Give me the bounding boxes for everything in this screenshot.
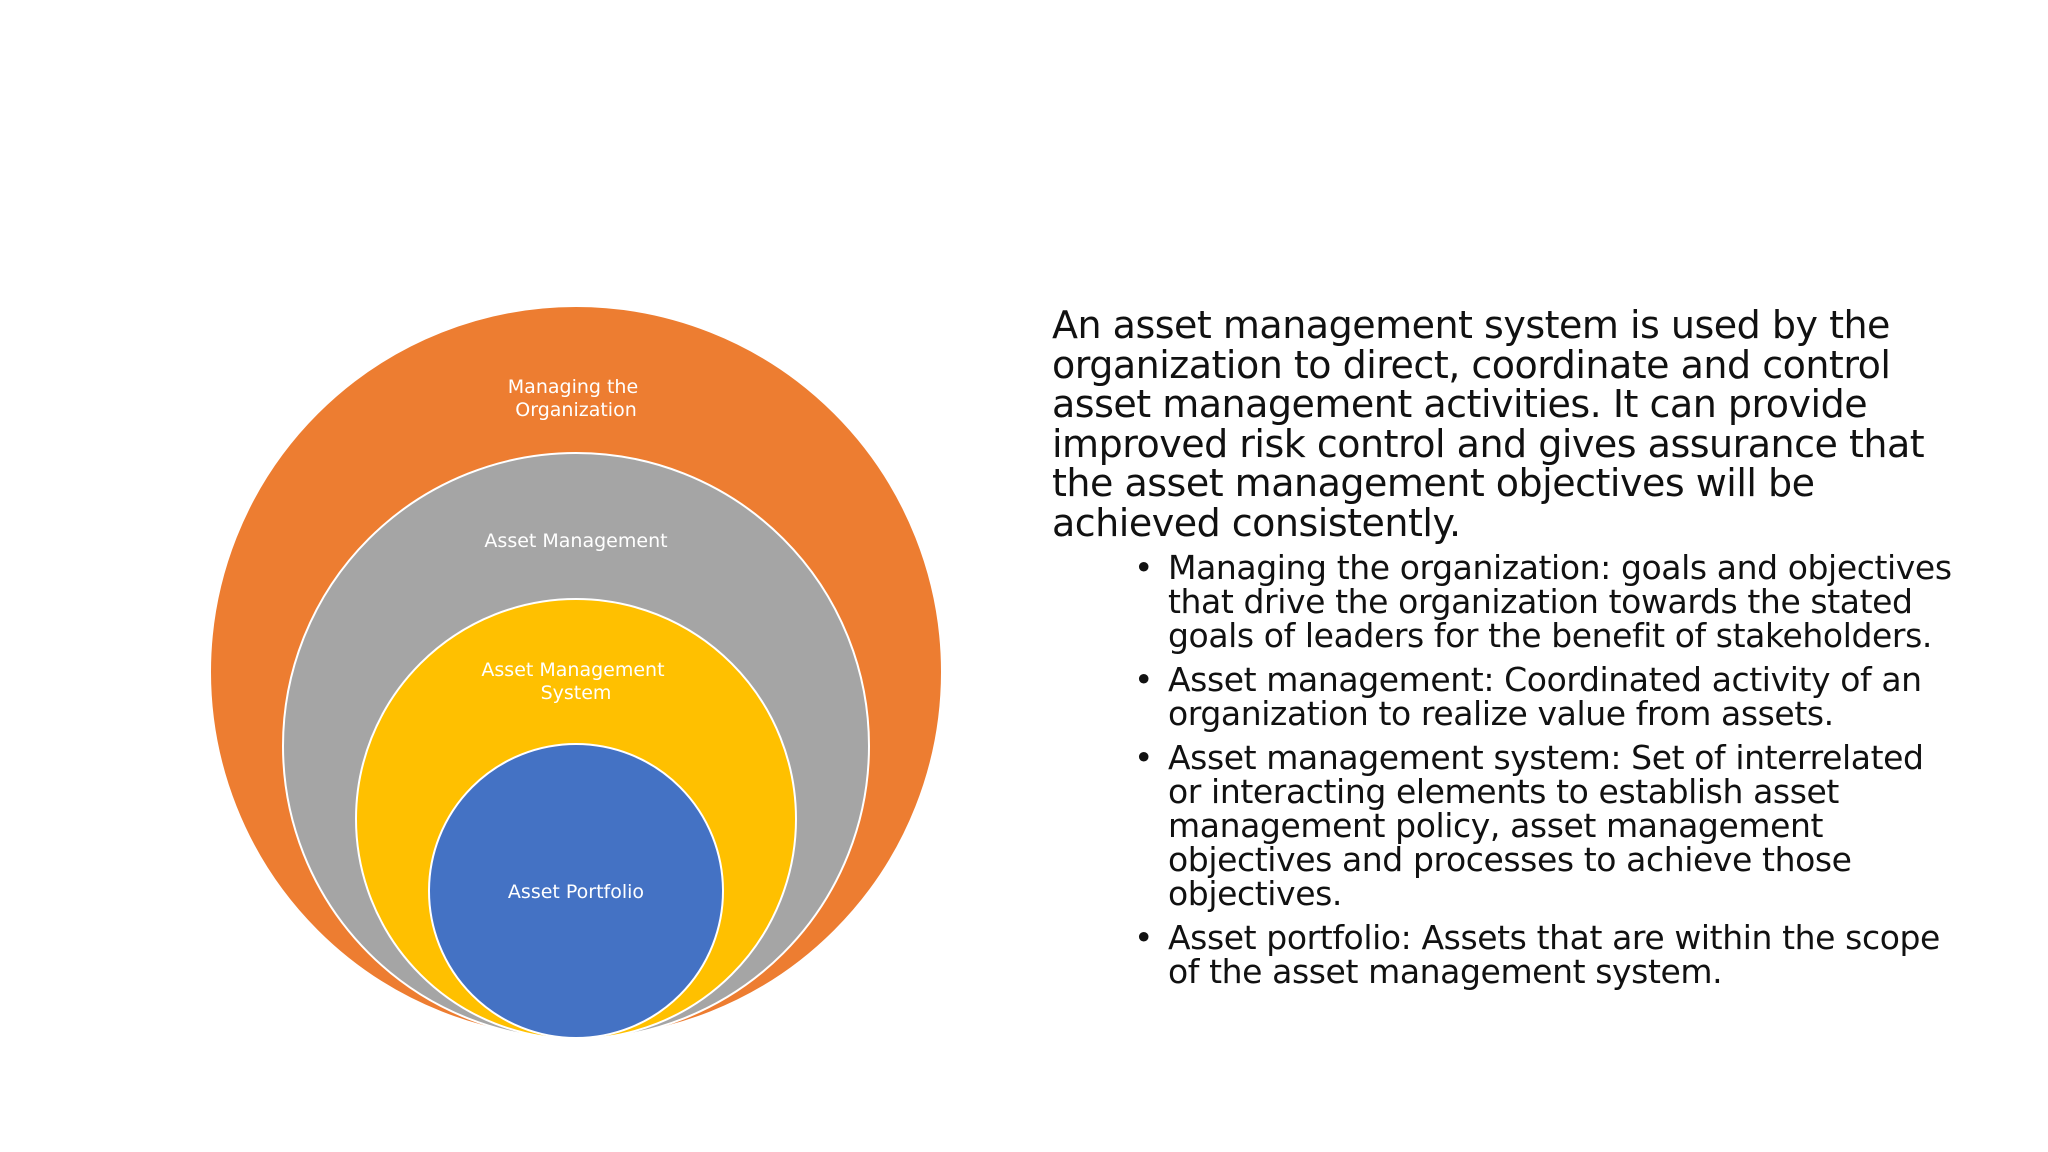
bullet-item-asset-management-system (1134, 738, 1952, 913)
bullet-icon: • (1134, 738, 1154, 777)
bullet-text: Managing the organization: goals and objectives that drive the organization towards the stated goals of leaders for the benefit of stakeholders. (1168, 548, 1952, 655)
label-asset-portfolio: Asset Portfolio (507, 881, 645, 903)
description-panel (1052, 303, 1952, 999)
bullet-item-asset-management (1134, 660, 1952, 733)
bullet-item-managing-the-organization (1134, 548, 1952, 655)
bullet-icon: • (1134, 918, 1154, 957)
label-asset-management: Asset Management (484, 530, 668, 552)
intro-paragraph: An asset management system is used by the organization to direct, coordinate and control asset management activities. It can provide improved risk control and gives assurance that the asset management objectives will be achieved consistently. (1052, 303, 1925, 545)
label-asset-management-system: Asset Management System (481, 659, 665, 704)
bullet-text: Asset management: Coordinated activity of an organization to realize value from assets. (1168, 660, 1922, 733)
label-managing-the-organization: Managing the Organization (507, 376, 639, 421)
bullet-icon: • (1134, 548, 1154, 587)
definitions-list (1052, 548, 1952, 991)
bullet-text: Asset management system: Set of interrelated or interacting elements to establish asset management policy, asset management objectives and processes to achieve those objectives. (1168, 738, 1924, 913)
bullet-item-asset-portfolio (1134, 918, 1952, 991)
bullet-icon: • (1134, 660, 1154, 699)
bullet-text: Asset portfolio: Assets that are within the scope of the asset management system. (1168, 918, 1940, 991)
